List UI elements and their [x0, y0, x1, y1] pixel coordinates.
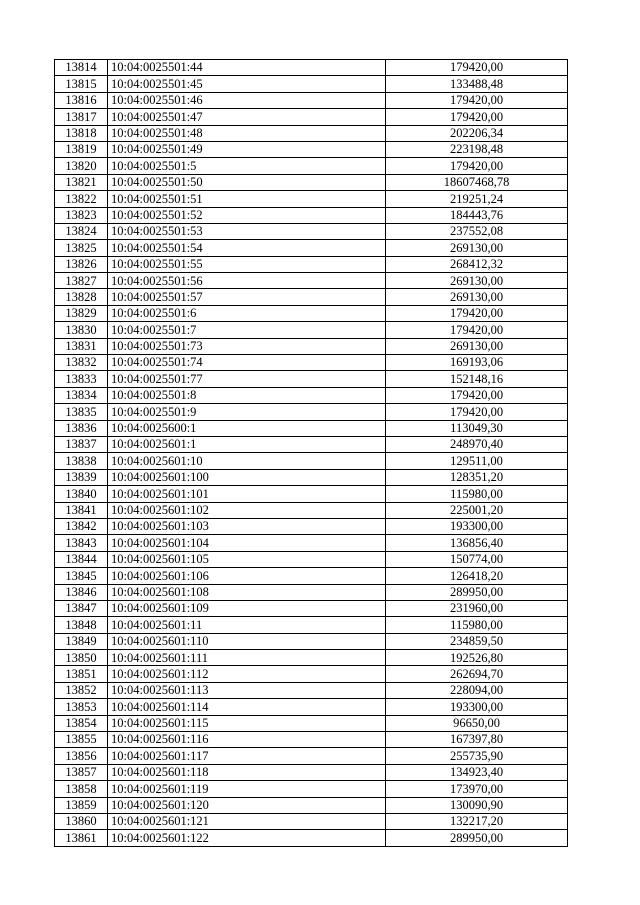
cadastral-number-cell: 10:04:0025501:54 [108, 240, 386, 256]
cadastral-number-cell: 10:04:0025601:101 [108, 486, 386, 502]
row-number-cell: 13844 [55, 551, 108, 567]
value-cell: 179420,00 [386, 92, 568, 108]
table-row [55, 453, 568, 469]
table-row [55, 420, 568, 436]
value-cell: 136856,40 [386, 535, 568, 551]
cadastral-number-cell: 10:04:0025601:106 [108, 568, 386, 584]
row-number-cell: 13822 [55, 191, 108, 207]
row-number-cell: 13817 [55, 109, 108, 125]
table-row [55, 338, 568, 354]
cadastral-number-cell: 10:04:0025601:120 [108, 797, 386, 813]
cadastral-number-cell: 10:04:0025600:1 [108, 420, 386, 436]
cadastral-number-cell: 10:04:0025601:113 [108, 682, 386, 698]
value-cell: 18607468,78 [386, 174, 568, 190]
value-cell: 219251,24 [386, 191, 568, 207]
cadastral-number-cell: 10:04:0025501:9 [108, 404, 386, 420]
table-row [55, 600, 568, 616]
row-number-cell: 13831 [55, 338, 108, 354]
cadastral-number-cell: 10:04:0025501:46 [108, 92, 386, 108]
row-number-cell: 13830 [55, 322, 108, 338]
cadastral-number-cell: 10:04:0025501:48 [108, 125, 386, 141]
cadastral-number-cell: 10:04:0025601:108 [108, 584, 386, 600]
table-row [55, 223, 568, 239]
cadastral-number-cell: 10:04:0025601:100 [108, 469, 386, 485]
cadastral-number-cell: 10:04:0025601:105 [108, 551, 386, 567]
row-number-cell: 13826 [55, 256, 108, 272]
row-number-cell: 13855 [55, 732, 108, 748]
value-cell: 179420,00 [386, 305, 568, 321]
table-row [55, 92, 568, 108]
value-cell: 202206,34 [386, 125, 568, 141]
table-row [55, 141, 568, 157]
value-cell: 228094,00 [386, 682, 568, 698]
cadastral-number-cell: 10:04:0025601:111 [108, 650, 386, 666]
value-cell: 130090,90 [386, 797, 568, 813]
value-cell: 262694,70 [386, 666, 568, 682]
table-row [55, 502, 568, 518]
row-number-cell: 13861 [55, 830, 108, 846]
value-cell: 268412,32 [386, 256, 568, 272]
table-row [55, 322, 568, 338]
cadastral-number-cell: 10:04:0025501:5 [108, 158, 386, 174]
row-number-cell: 13825 [55, 240, 108, 256]
table-row [55, 158, 568, 174]
value-cell: 179420,00 [386, 322, 568, 338]
registry-table-body [55, 60, 568, 847]
row-number-cell: 13854 [55, 715, 108, 731]
row-number-cell: 13815 [55, 76, 108, 92]
table-row [55, 781, 568, 797]
row-number-cell: 13860 [55, 813, 108, 829]
value-cell: 179420,00 [386, 109, 568, 125]
table-row [55, 633, 568, 649]
cadastral-number-cell: 10:04:0025601:103 [108, 518, 386, 534]
row-number-cell: 13840 [55, 486, 108, 502]
cadastral-number-cell: 10:04:0025601:122 [108, 830, 386, 846]
table-row [55, 666, 568, 682]
value-cell: 255735,90 [386, 748, 568, 764]
value-cell: 179420,00 [386, 387, 568, 403]
row-number-cell: 13829 [55, 305, 108, 321]
table-row [55, 125, 568, 141]
value-cell: 173970,00 [386, 781, 568, 797]
row-number-cell: 13859 [55, 797, 108, 813]
cadastral-number-cell: 10:04:0025601:10 [108, 453, 386, 469]
table-row [55, 748, 568, 764]
row-number-cell: 13857 [55, 764, 108, 780]
cadastral-number-cell: 10:04:0025501:73 [108, 338, 386, 354]
row-number-cell: 13852 [55, 682, 108, 698]
value-cell: 133488,48 [386, 76, 568, 92]
value-cell: 179420,00 [386, 60, 568, 76]
value-cell: 134923,40 [386, 764, 568, 780]
table-row [55, 486, 568, 502]
value-cell: 115980,00 [386, 486, 568, 502]
cadastral-number-cell: 10:04:0025501:6 [108, 305, 386, 321]
value-cell: 150774,00 [386, 551, 568, 567]
value-cell: 126418,20 [386, 568, 568, 584]
value-cell: 231960,00 [386, 600, 568, 616]
cadastral-number-cell: 10:04:0025601:114 [108, 699, 386, 715]
table-row [55, 240, 568, 256]
cadastral-number-cell: 10:04:0025601:112 [108, 666, 386, 682]
value-cell: 132217,20 [386, 813, 568, 829]
table-row [55, 289, 568, 305]
row-number-cell: 13842 [55, 518, 108, 534]
cadastral-number-cell: 10:04:0025501:8 [108, 387, 386, 403]
table-row [55, 551, 568, 567]
row-number-cell: 13814 [55, 60, 108, 76]
value-cell: 152148,16 [386, 371, 568, 387]
table-row [55, 371, 568, 387]
registry-table [54, 59, 568, 847]
table-row [55, 207, 568, 223]
table-row [55, 715, 568, 731]
table-row [55, 174, 568, 190]
cadastral-number-cell: 10:04:0025601:109 [108, 600, 386, 616]
table-row [55, 813, 568, 829]
value-cell: 96650,00 [386, 715, 568, 731]
row-number-cell: 13836 [55, 420, 108, 436]
table-row [55, 60, 568, 76]
cadastral-number-cell: 10:04:0025601:110 [108, 633, 386, 649]
row-number-cell: 13821 [55, 174, 108, 190]
row-number-cell: 13839 [55, 469, 108, 485]
row-number-cell: 13828 [55, 289, 108, 305]
cadastral-number-cell: 10:04:0025601:119 [108, 781, 386, 797]
value-cell: 223198,48 [386, 141, 568, 157]
table-row [55, 682, 568, 698]
table-row [55, 404, 568, 420]
value-cell: 289950,00 [386, 584, 568, 600]
value-cell: 167397,80 [386, 732, 568, 748]
row-number-cell: 13832 [55, 355, 108, 371]
table-row [55, 355, 568, 371]
value-cell: 248970,40 [386, 436, 568, 452]
table-row [55, 191, 568, 207]
cadastral-number-cell: 10:04:0025501:56 [108, 273, 386, 289]
value-cell: 129511,00 [386, 453, 568, 469]
row-number-cell: 13835 [55, 404, 108, 420]
table-row [55, 617, 568, 633]
value-cell: 234859,50 [386, 633, 568, 649]
row-number-cell: 13843 [55, 535, 108, 551]
row-number-cell: 13850 [55, 650, 108, 666]
cadastral-number-cell: 10:04:0025501:55 [108, 256, 386, 272]
table-row [55, 256, 568, 272]
table-row [55, 732, 568, 748]
value-cell: 269130,00 [386, 289, 568, 305]
value-cell: 225001,20 [386, 502, 568, 518]
table-row [55, 518, 568, 534]
table-row [55, 436, 568, 452]
cadastral-number-cell: 10:04:0025601:117 [108, 748, 386, 764]
row-number-cell: 13848 [55, 617, 108, 633]
row-number-cell: 13851 [55, 666, 108, 682]
value-cell: 193300,00 [386, 699, 568, 715]
table-row [55, 76, 568, 92]
row-number-cell: 13816 [55, 92, 108, 108]
cadastral-number-cell: 10:04:0025601:11 [108, 617, 386, 633]
row-number-cell: 13823 [55, 207, 108, 223]
cadastral-number-cell: 10:04:0025601:1 [108, 436, 386, 452]
cadastral-number-cell: 10:04:0025601:102 [108, 502, 386, 518]
value-cell: 128351,20 [386, 469, 568, 485]
table-row [55, 273, 568, 289]
table-row [55, 650, 568, 666]
row-number-cell: 13846 [55, 584, 108, 600]
cadastral-number-cell: 10:04:0025501:52 [108, 207, 386, 223]
row-number-cell: 13818 [55, 125, 108, 141]
value-cell: 237552,08 [386, 223, 568, 239]
cadastral-number-cell: 10:04:0025601:104 [108, 535, 386, 551]
value-cell: 115980,00 [386, 617, 568, 633]
table-row [55, 568, 568, 584]
value-cell: 169193,06 [386, 355, 568, 371]
value-cell: 289950,00 [386, 830, 568, 846]
table-row [55, 387, 568, 403]
row-number-cell: 13819 [55, 141, 108, 157]
value-cell: 113049,30 [386, 420, 568, 436]
row-number-cell: 13841 [55, 502, 108, 518]
table-row [55, 830, 568, 846]
table-row [55, 469, 568, 485]
value-cell: 193300,00 [386, 518, 568, 534]
table-row [55, 797, 568, 813]
cadastral-number-cell: 10:04:0025601:115 [108, 715, 386, 731]
cadastral-number-cell: 10:04:0025501:44 [108, 60, 386, 76]
table-row [55, 764, 568, 780]
value-cell: 269130,00 [386, 240, 568, 256]
row-number-cell: 13833 [55, 371, 108, 387]
row-number-cell: 13824 [55, 223, 108, 239]
row-number-cell: 13838 [55, 453, 108, 469]
table-row [55, 305, 568, 321]
cadastral-number-cell: 10:04:0025501:74 [108, 355, 386, 371]
cadastral-number-cell: 10:04:0025501:49 [108, 141, 386, 157]
row-number-cell: 13834 [55, 387, 108, 403]
cadastral-number-cell: 10:04:0025501:45 [108, 76, 386, 92]
row-number-cell: 13847 [55, 600, 108, 616]
cadastral-number-cell: 10:04:0025601:116 [108, 732, 386, 748]
value-cell: 269130,00 [386, 273, 568, 289]
row-number-cell: 13853 [55, 699, 108, 715]
cadastral-number-cell: 10:04:0025601:121 [108, 813, 386, 829]
value-cell: 179420,00 [386, 404, 568, 420]
cadastral-number-cell: 10:04:0025601:118 [108, 764, 386, 780]
cadastral-number-cell: 10:04:0025501:7 [108, 322, 386, 338]
table-row [55, 584, 568, 600]
row-number-cell: 13856 [55, 748, 108, 764]
table-row [55, 699, 568, 715]
cadastral-number-cell: 10:04:0025501:53 [108, 223, 386, 239]
row-number-cell: 13849 [55, 633, 108, 649]
value-cell: 184443,76 [386, 207, 568, 223]
row-number-cell: 13858 [55, 781, 108, 797]
row-number-cell: 13820 [55, 158, 108, 174]
table-row [55, 535, 568, 551]
row-number-cell: 13845 [55, 568, 108, 584]
table-row [55, 109, 568, 125]
cadastral-number-cell: 10:04:0025501:57 [108, 289, 386, 305]
value-cell: 269130,00 [386, 338, 568, 354]
cadastral-number-cell: 10:04:0025501:51 [108, 191, 386, 207]
cadastral-number-cell: 10:04:0025501:50 [108, 174, 386, 190]
cadastral-number-cell: 10:04:0025501:47 [108, 109, 386, 125]
value-cell: 179420,00 [386, 158, 568, 174]
cadastral-number-cell: 10:04:0025501:77 [108, 371, 386, 387]
value-cell: 192526,80 [386, 650, 568, 666]
row-number-cell: 13827 [55, 273, 108, 289]
row-number-cell: 13837 [55, 436, 108, 452]
